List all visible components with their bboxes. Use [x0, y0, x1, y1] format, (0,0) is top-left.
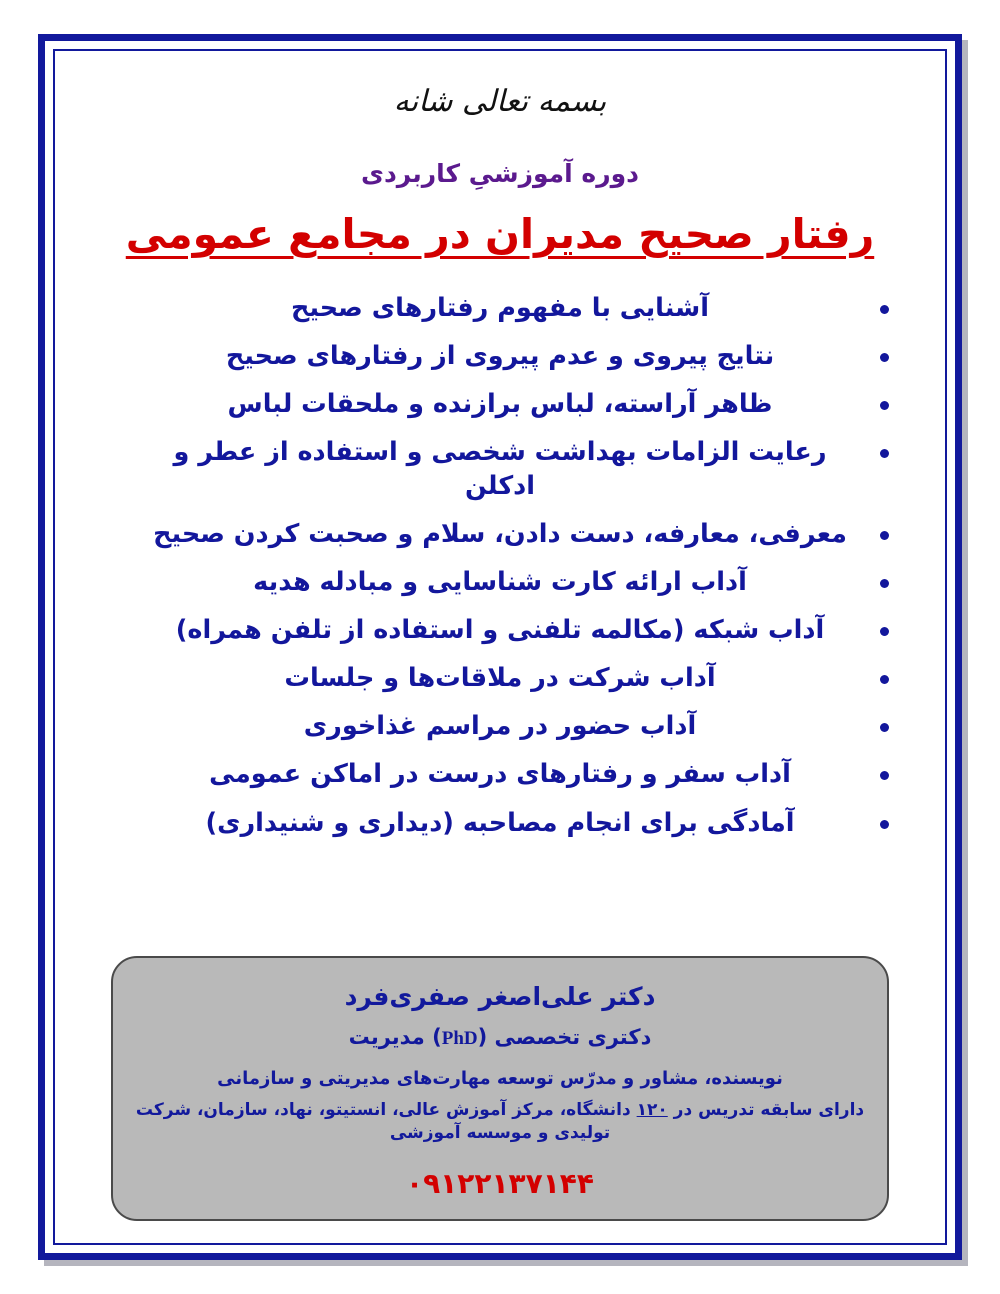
degree-prefix: دکتری تخصصی (	[477, 1025, 652, 1049]
list-item	[111, 436, 889, 502]
topics-list	[111, 292, 889, 840]
list-item	[111, 807, 889, 840]
list-item	[111, 340, 889, 373]
list-item	[111, 662, 889, 695]
degree-suffix: ) مدیریت	[348, 1025, 442, 1049]
list-item	[111, 388, 889, 421]
bullet-icon	[880, 401, 889, 410]
list-item-label: آداب سفر و رفتارهای درست در اماکن عمومی	[209, 759, 791, 790]
presenter-card	[111, 956, 889, 1221]
bullet-icon	[880, 305, 889, 314]
list-item-label: نتایج پیروی و عدم پیروی از رفتارهای صحیح	[225, 341, 775, 372]
list-item-label: آداب شرکت در ملاقات‌ها و جلسات	[284, 663, 716, 694]
bullet-icon	[880, 675, 889, 684]
bullet-icon	[880, 771, 889, 780]
bullet-icon	[880, 820, 889, 829]
list-item-label: آداب شبکه (مکالمه تلفنی و استفاده از تلفن همراه)	[175, 614, 825, 645]
list-item	[111, 614, 889, 647]
page-title: رفتار صحیح مدیران در مجامع عمومی	[125, 210, 875, 258]
bullet-icon	[880, 627, 889, 636]
experience-count: ۱۲۰	[636, 1100, 668, 1120]
list-item-label: آداب ارائه کارت شناسایی و مبادله هدیه	[253, 566, 747, 597]
list-item-label: آداب حضور در مراسم غذاخوری	[303, 711, 697, 742]
list-item-label: آمادگی برای انجام مصاحبه (دیداری و شنیداری)	[205, 807, 795, 838]
list-item-label: معرفی، معارفه، دست دادن، سلام و صحبت کردن صحیح	[153, 518, 847, 549]
list-item	[111, 566, 889, 599]
bullet-icon	[880, 449, 889, 458]
presenter-experience	[113, 1099, 887, 1145]
poster-frame-outer	[38, 34, 962, 1260]
list-item	[111, 518, 889, 551]
list-item-label: ظاهر آراسته، لباس برازنده و ملحقات لباس	[227, 389, 773, 420]
bullet-icon	[880, 531, 889, 540]
bullet-icon	[880, 579, 889, 588]
list-item	[111, 710, 889, 743]
experience-prefix: دارای سابقه تدریس در	[667, 1100, 865, 1120]
list-item	[111, 292, 889, 325]
poster-content	[65, 59, 935, 1235]
basmala-text: بسمه تعالی شانه	[393, 84, 607, 119]
course-kicker: دوره آموزشیِ کاربردی	[361, 159, 639, 188]
presenter-role: نویسنده، مشاور و مدرّس توسعه مهارت‌های مدیریتی و سازمانی	[217, 1068, 783, 1089]
presenter-degree	[113, 1025, 887, 1050]
list-item-label: رعایت الزامات بهداشت شخصی و استفاده از عطر و ادکلن	[173, 437, 827, 501]
bullet-icon	[880, 723, 889, 732]
experience-suffix: دانشگاه، مرکز آموزش عالی، انستیتو، نهاد، سازمان، شرکت تولیدی و موسسه آموزشی	[135, 1100, 637, 1143]
list-item	[111, 758, 889, 791]
list-item-label: آشنایی با مفهوم رفتارهای صحیح	[291, 293, 709, 323]
bullet-icon	[880, 353, 889, 362]
presenter-phone: ۰۹۱۲۲۱۳۷۱۴۴	[406, 1166, 594, 1200]
presenter-name: دکتر علی‌اصغر صفری‌فرد	[344, 982, 656, 1011]
degree-abbreviation: PhD	[441, 1028, 478, 1049]
